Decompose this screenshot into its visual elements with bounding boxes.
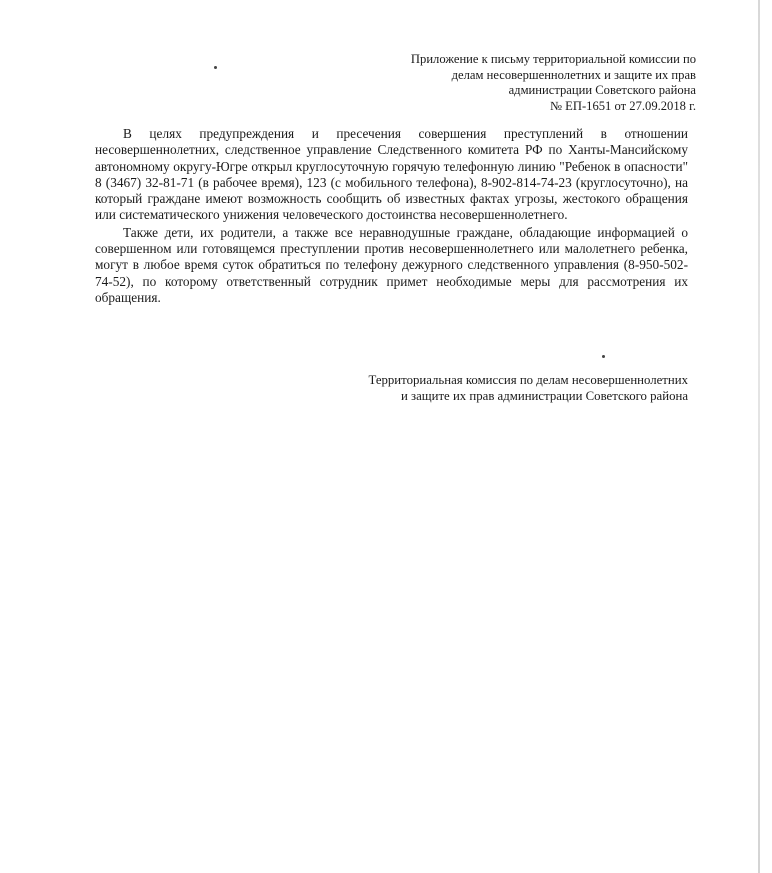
body-paragraph: В целях предупреждения и пресечения совершения преступлений в отношении несовершеннолетних, следственное управление Следственного комитета РФ по Ханты-Мансийскому автономному округу-Югре открыл круглосуточную горячую телефонную линию "Ребенок в опасности" 8 (3467) 32-81-71 (в рабочее время), 123 (с мобильного телефона), 8-902-814-74-23 (круглосуточно), на который граждане имеют возможность сообщить об известных фактах угрозы, жестокого обращения или систематического унижения человеческого достоинства несовершеннолетнего.	[95, 126, 688, 223]
letter-body	[95, 126, 688, 306]
signature-block	[300, 373, 688, 404]
signature-line: Территориальная комиссия по делам несовершеннолетних	[368, 373, 688, 387]
scan-edge-line	[758, 0, 760, 873]
scan-speck	[602, 355, 605, 358]
appendix-header	[330, 52, 696, 114]
header-line: Приложение к письму территориальной комиссии по	[410, 52, 696, 66]
body-paragraph: Также дети, их родители, а также все неравнодушные граждане, обладающие информацией о совершенном или готовящемся преступлении против несовершеннолетнего или малолетнего ребенка, могут в любое время суток обратиться по телефону дежурного следственного управления (8-950-502-74-52), по которому ответственный сотрудник примет необходимые меры для рассмотрения их обращения.	[95, 224, 688, 305]
scan-speck	[214, 66, 217, 69]
header-line: делам несовершеннолетних и защите их прав	[451, 67, 696, 82]
header-line: № ЕП-1651 от 27.09.2018 г.	[550, 98, 696, 113]
signature-line: и защите их прав администрации Советского района	[400, 388, 688, 403]
header-line: администрации Советского района	[508, 83, 696, 98]
